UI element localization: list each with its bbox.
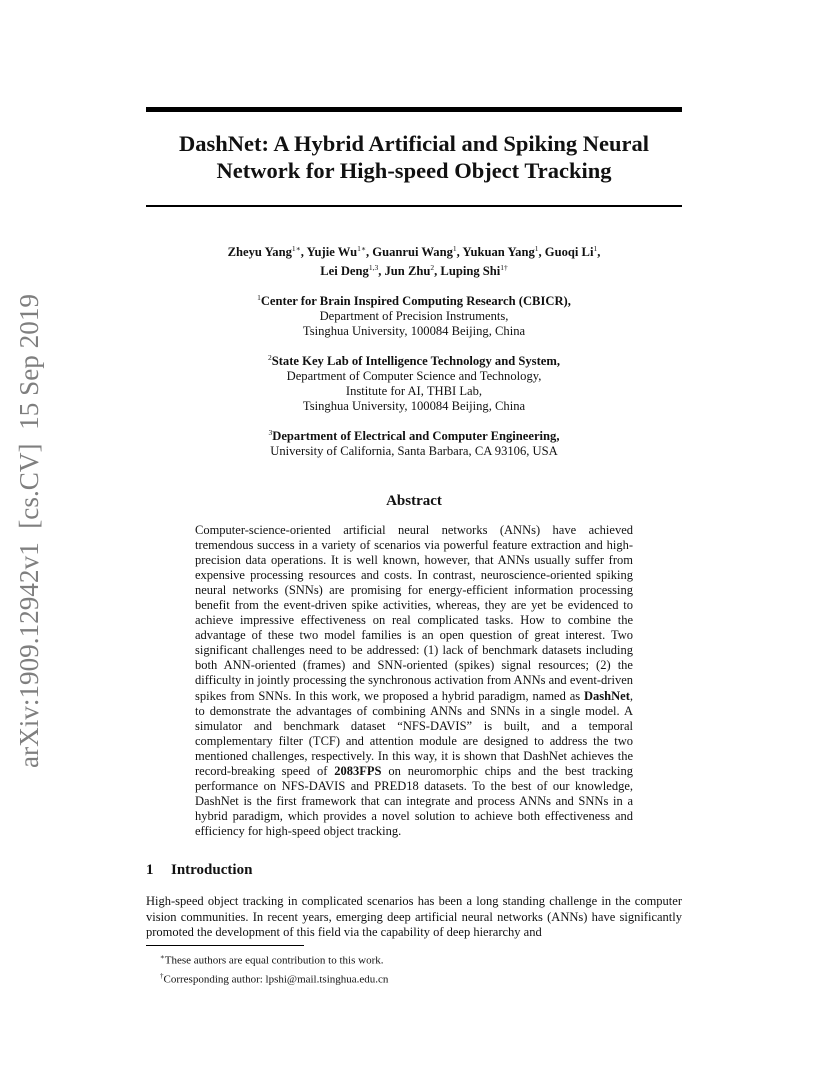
- author-sep: ,: [300, 245, 307, 260]
- affiliation-line: Tsinghua University, 100084 Beijing, China: [302, 399, 526, 414]
- arxiv-stamp: [4, 290, 48, 770]
- abstract-bold-fps: 2083FPS: [334, 763, 382, 778]
- author-line-2: [146, 260, 682, 279]
- author-name: Guanrui Wang: [372, 245, 453, 260]
- author-name: Guoqi Li: [544, 245, 594, 260]
- affiliation-sup: 3: [268, 428, 273, 437]
- affiliation-line: Department of Computer Science and Technology,: [286, 369, 542, 384]
- affiliation-head: State Key Lab of Intelligence Technology and System,: [271, 354, 561, 369]
- paper-title: [146, 130, 682, 184]
- affiliation-head: Center for Brain Inspired Computing Research (CBICR),: [260, 294, 571, 309]
- affiliation-2: [146, 350, 682, 414]
- footnote-1: [160, 950, 388, 969]
- author-sep: ,: [378, 264, 385, 279]
- author-name: Yujie Wu: [306, 245, 358, 260]
- section-number: 1: [146, 862, 154, 878]
- author-affil-sup: 1: [593, 244, 598, 253]
- footnotes: [160, 950, 388, 987]
- author-name: Yukuan Yang: [462, 245, 535, 260]
- author-affil-sup: 1: [452, 244, 457, 253]
- abstract-text-2: , to demonstrate the advantages of combining ANNs and SNNs in a single model. A simulator and benchmark dataset “NFS-DAVIS” is built, and a temporal complementary filter (TCF) and attention module are designed to address the two mentioned challenges, respectively. In this way, it is shown that DashNet achieves the record-breaking speed of: [195, 688, 633, 778]
- footnote-mark: †: [160, 971, 164, 980]
- author-sep: ,: [538, 245, 545, 260]
- author-sep: ,: [366, 245, 373, 260]
- author-mark: ∗: [295, 244, 301, 253]
- author-affil-sup: 1†: [500, 263, 508, 273]
- author-sep: ,: [597, 245, 601, 260]
- affiliation-1: [146, 290, 682, 339]
- affiliation-line: University of California, Santa Barbara, CA 93106, USA: [270, 444, 558, 459]
- author-name: Zheyu Yang: [227, 245, 292, 260]
- author-sep: ,: [434, 264, 441, 279]
- arxiv-stamp-text: arXiv:1909.12942v1 [cs.CV] 15 Sep 2019: [14, 297, 44, 768]
- footnote-text: These authors are equal contribution to this work.: [164, 954, 384, 967]
- abstract-bold-dashnet: DashNet: [584, 688, 630, 703]
- author-affil-sup: 1: [291, 244, 296, 253]
- title-line-1: DashNet: A Hybrid Artificial and Spiking Neural: [178, 131, 650, 156]
- author-affil-sup: 1∗: [357, 244, 366, 253]
- section-heading-introduction: [146, 862, 252, 879]
- author-affil-sup: 1,3: [368, 263, 379, 273]
- abstract-heading: Abstract: [386, 493, 442, 509]
- author-name: Luping Shi: [440, 264, 501, 279]
- author-affil-sup: 2: [430, 263, 435, 273]
- author-affil-sup: 1: [534, 244, 539, 253]
- introduction-paragraph: High-speed object tracking in complicated scenarios has been a long standing challenge in the computer vision communities. In recent years, emerging deep artificial neural networks (ANNs) have significantly promoted the development of this field via the capability of deep hierarchy and: [146, 894, 682, 939]
- title-bottom-rule: [146, 205, 682, 207]
- footnote-mark: ∗: [160, 953, 165, 961]
- affiliation-3: [146, 425, 682, 459]
- author-sep: ,: [456, 245, 463, 260]
- footnote-2: [160, 969, 388, 988]
- author-list: [146, 241, 682, 279]
- author-name: Lei Deng: [320, 264, 369, 279]
- author-line-1: [146, 241, 682, 260]
- abstract-body: [195, 523, 633, 839]
- footnote-rule: [146, 945, 304, 946]
- section-title: Introduction: [171, 862, 253, 878]
- title-top-rule: [146, 107, 682, 112]
- affiliation-sup: 1: [257, 293, 261, 302]
- affiliation-sup: 2: [267, 353, 272, 362]
- affiliation-line: Tsinghua University, 100084 Beijing, China: [302, 324, 526, 339]
- abstract-text-3: on neuromorphic chips and the best tracking performance on NFS-DAVIS and PRED18 datasets. To the best of our knowledge, DashNet is the first framework that can integrate and process ANNs and SNNs in a hybrid paradigm, which provides a novel solution to achieve both effectiveness and efficiency for high-speed object tracking.: [195, 763, 633, 838]
- affiliation-head: Department of Electrical and Computer Engineering,: [272, 429, 560, 444]
- affiliation-line: Department of Precision Instruments,: [319, 309, 509, 324]
- footnote-text: Corresponding author: lpshi@mail.tsinghua.edu.cn: [163, 973, 389, 986]
- title-line-2: Network for High-speed Object Tracking: [216, 158, 612, 183]
- arxiv-stamp-svg: [4, 290, 48, 770]
- abstract-text-1: Computer-science-oriented artificial neural networks (ANNs) have achieved tremendous success in a variety of scenarios via powerful feature extraction and high-precision data operations. It is well known, however, that ANNs usually suffer from expensive processing resources and costs. In contrast, neuroscience-oriented spiking neural networks (SNNs) are promising for energy-efficient information processing benefit from the event-driven spike activities, whereas, they are yet be evidenced to achieve impressive effectiveness on real complicated tasks. How to combine the advantage of these two model families is an open question of great interest. Two significant challenges need to be addressed: (1) lack of benchmark datasets including both ANN-oriented (frames) and SNN-oriented (spikes) signal resources; (2) the difficulty in jointly processing the synchronous activation from ANNs and event-driven spikes from SNNs. In this work, we proposed a hybrid paradigm, named as: [195, 523, 633, 703]
- affiliation-line: Institute for AI, THBI Lab,: [345, 384, 483, 399]
- author-name: Jun Zhu: [384, 264, 431, 279]
